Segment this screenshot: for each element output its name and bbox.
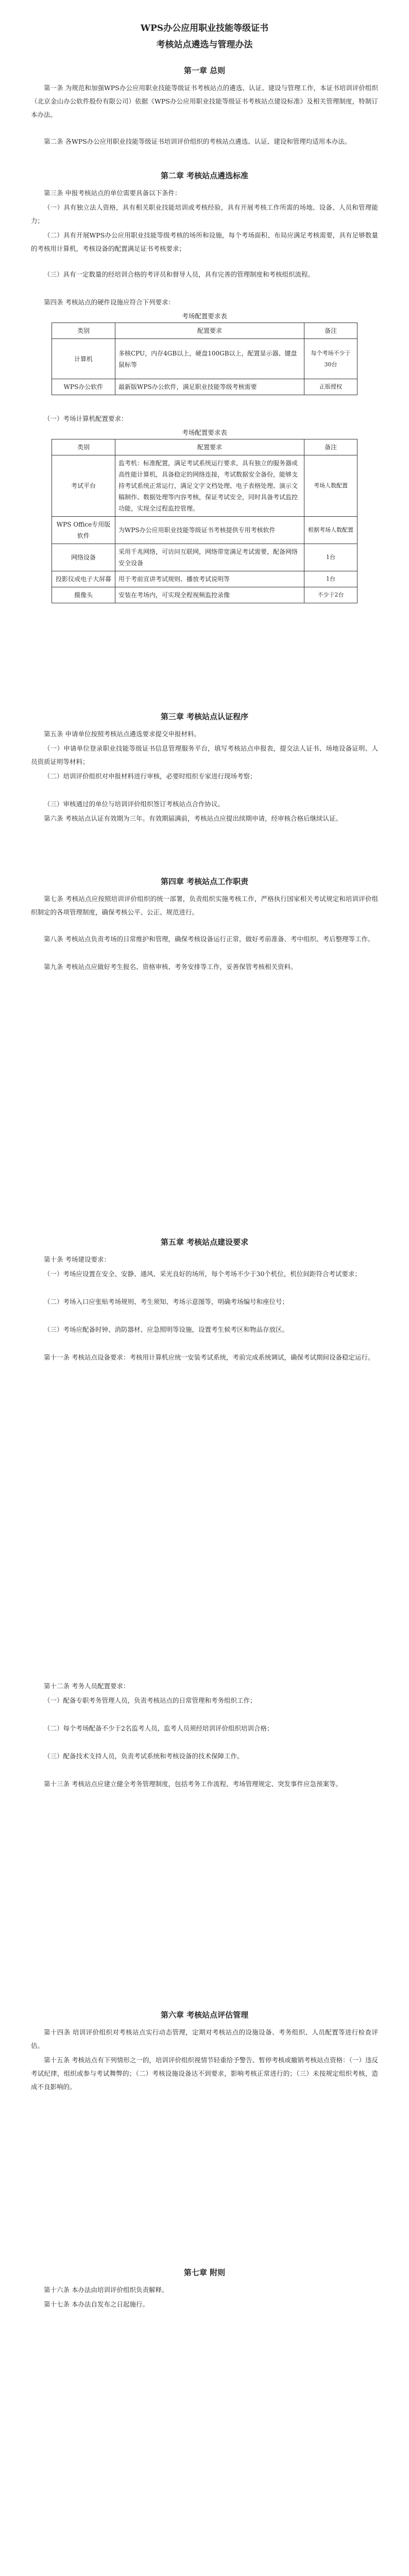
table-cell: 考场人数配置 xyxy=(304,455,357,517)
table-cell: 正版授权 xyxy=(304,379,357,395)
table-header-cell: 类别 xyxy=(52,439,115,455)
table-row xyxy=(52,379,357,395)
chapter-heading: 第一章 总则 xyxy=(183,66,226,75)
table-cell: 1台 xyxy=(304,544,357,571)
paragraph: （二）培训评价组织对申报材料进行审核，必要时组织专家进行现场考察； xyxy=(44,772,257,780)
paragraph: 第四条 考核站点的硬件设施应符合下列要求： xyxy=(44,298,175,306)
chapter-heading: 第二章 考核站点遴选标准 xyxy=(160,171,249,180)
paragraph: （一）具有独立法人资格，具有相关职业技能培训或考核经验，具有开展考核工作所需的场地、设备、人员和管理能力； xyxy=(31,204,378,225)
paragraph: 第十一条 考核站点设备要求：考核用计算机应统一安装考试系统，考前完成系统调试，确保考试期间设备稳定运行。 xyxy=(44,1353,374,1361)
table-cell: 1台 xyxy=(304,571,357,587)
paragraph: 第十条 考场建设要求： xyxy=(44,1256,110,1263)
table-row xyxy=(52,339,357,379)
paragraph: 第二条 各WPS办公应用职业技能等级证书培训评价组织的考核站点遴选、认证、建设和管理均适用本办法。 xyxy=(44,138,351,145)
chapter-heading: 第七章 附则 xyxy=(183,2268,226,2277)
table-cell: 用于考前宣讲考试规则、播放考试说明等 xyxy=(115,571,304,587)
config-table-2 xyxy=(52,439,357,603)
table-header-cell: 类别 xyxy=(52,323,115,339)
paragraph: 第十六条 本办法由培训评价组织负责解释。 xyxy=(44,2286,168,2294)
paragraph: （三）具有一定数量的经培训合格的考评员和督导人员，具有完善的管理制度和考核组织流程。 xyxy=(44,270,315,278)
paragraph: （二）具有开展WPS办公应用职业技能等级考核的场所和设施，每个考场面积、布局应满足考核需要，具有足够数量的考核用计算机，考核设备的配置满足证书考核要求； xyxy=(31,231,378,252)
paragraph: （一）考场计算机配置要求： xyxy=(44,415,128,422)
paragraph: 第九条 考核站点应做好考生报名、资格审核、考务安排等工作，妥善保管考核相关资料。 xyxy=(44,963,297,971)
table-cell: 采用千兆网络，可访问互联网，网络带宽满足考试需要，配备网络安全设备 xyxy=(115,544,304,571)
table-cell: 根据考场人数配置 xyxy=(304,517,357,544)
table-cell: 计算机 xyxy=(52,339,115,379)
table-row xyxy=(52,587,357,603)
table-row xyxy=(52,571,357,587)
table-header-row xyxy=(52,323,357,339)
paragraph: （三）审核通过的单位与培训评价组织签订考核站点合作协议。 xyxy=(44,800,225,808)
table-header-cell: 配置要求 xyxy=(115,439,304,455)
table-caption: 考场配置要求表 xyxy=(182,429,227,436)
paragraph: 第一条 为规范和加强WPS办公应用职业技能等级证书考核站点的遴选、认证、建设与管理工作，本证书培训评价组织（北京金山办公软件股份有限公司）依据《WPS办公应用职业技能等级证书考核站点建设标准》及相关管理制度，特制订本办法。 xyxy=(31,84,378,118)
table-cell: 网络设备 xyxy=(52,544,115,571)
paragraph: 第八条 考核站点负责考场的日常维护和管理，确保考核设备运行正常，做好考前准备、考中组织、考后整理等工作。 xyxy=(44,935,374,943)
table-header-cell: 备注 xyxy=(304,323,357,339)
config-table-1 xyxy=(52,323,357,395)
chapter-heading: 第三章 考核站点认证程序 xyxy=(160,712,249,721)
table-cell: 为WPS办公应用职业技能等级证书考核提供专用考核软件 xyxy=(115,517,304,544)
table-cell: 安装在考场内，可实现全程视频监控录像 xyxy=(115,587,304,603)
paragraph: （二）考场入口应张贴考场规则、考生须知、考场示意图等，明确考场编号和座位号； xyxy=(44,1298,289,1306)
chapter-heading: 第五章 考核站点建设要求 xyxy=(160,1238,249,1247)
table-header-row xyxy=(52,439,357,455)
table-cell: 多核CPU，内存4GB以上，硬盘100GB以上，配置显示器、键盘鼠标等 xyxy=(115,339,304,379)
paragraph: （二）每个考场配备不少于2名监考人员，监考人员须经培训评价组织培训合格； xyxy=(44,1724,274,1732)
table-row xyxy=(52,544,357,571)
paragraph: 第十七条 本办法自发布之日起施行。 xyxy=(44,2300,149,2308)
table-cell: 每个考场不少于30台 xyxy=(304,339,357,379)
table-row xyxy=(52,517,357,544)
paragraph: 第七条 考核站点应按照培训评价组织的统一部署，负责组织实施考核工作，严格执行国家相关考试规定和培训评价组织制定的各项管理制度，确保考核公平、公正、规范进行。 xyxy=(31,895,378,916)
table-cell: 考试平台 xyxy=(52,455,115,517)
table-caption: 考场配置要求表 xyxy=(182,312,227,320)
document-subtitle: 考核站点遴选与管理办法 xyxy=(156,40,253,50)
paragraph: （三）考场应配备时钟、消防器材、应急照明等设施，设置考生候考区和物品存放区。 xyxy=(44,1326,289,1333)
paragraph: 第十四条 培训评价组织对考核站点实行动态管理，定期对考核站点的设施设备、考务组织、人员配置等进行检查评估。 xyxy=(31,2028,378,2049)
table-header-cell: 备注 xyxy=(304,439,357,455)
paragraph: （三）配备技术支持人员，负责考试系统和考核设备的技术保障工作。 xyxy=(44,1752,244,1760)
chapter-heading: 第四章 考核站点工作职责 xyxy=(160,877,249,886)
paragraph: 第三条 申报考核站点的单位需要具备以下条件： xyxy=(44,189,181,197)
table-cell: 摄像头 xyxy=(52,587,115,603)
paragraph: 第五条 申请单位按照考核站点遴选要求提交申报材料。 xyxy=(44,730,200,738)
paragraph: 第六条 考核站点认证有效期为三年。有效期届满前，考核站点应提出续期申请，经审核合格后继续认证。 xyxy=(44,815,342,822)
document-title: WPS办公应用职业技能等级证书 xyxy=(140,23,269,33)
table-cell: 最新版WPS办公软件，满足职业技能等级考核需要 xyxy=(115,379,304,395)
table-cell: WPS办公软件 xyxy=(52,379,115,395)
paragraph: （一）配备专职考务管理人员，负责考核站点的日常管理和考务组织工作； xyxy=(44,1697,257,1704)
table-header-cell: 配置要求 xyxy=(115,323,304,339)
paragraph: 第十五条 考核站点有下列情形之一的，培训评价组织视情节轻重给予警告、暂停考核或撤销考核站点资格：（一）违反考试纪律，组织或参与考试舞弊的；（二）考核设施设备达不到要求，影响考核正常进行的；（三）未按规定组织考核，造成不良影响的。 xyxy=(31,2056,378,2091)
paragraph: 第十二条 考务人员配置要求： xyxy=(44,1682,130,1690)
paragraph: （一）考场应设置在安全、安静、通风、采光良好的场所，每个考场不少于30个机位，机位间距符合考试要求； xyxy=(44,1270,361,1278)
paragraph: （一）申请单位登录职业技能等级证书信息管理服务平台，填写考核站点申报表，提交法人证书、场地设备证明、人员资质证明等材料； xyxy=(31,744,378,766)
table-row xyxy=(52,455,357,517)
table-cell: 监考机：标准配置，满足考试系统运行要求，具有独立的服务器或高性能计算机，具备稳定的网络连接，考试数据安全备份，能够支持考试系统正常运行，满足文字文档处理、电子表格处理、演示文稿制作、数据处理等内容考核，保证考试安全，同时具备考试监控功能，实现全过程监控管理。 xyxy=(115,455,304,517)
table-cell: 投影仪或电子大屏幕 xyxy=(52,571,115,587)
table-cell: WPS Office专用版软件 xyxy=(52,517,115,544)
table-cell: 不少于2台 xyxy=(304,587,357,603)
paragraph: 第十三条 考核站点应建立健全考务管理制度，包括考务工作流程、考场管理规定、突发事件应急预案等。 xyxy=(44,1780,342,1788)
chapter-heading: 第六章 考核站点评估管理 xyxy=(160,2010,249,2020)
